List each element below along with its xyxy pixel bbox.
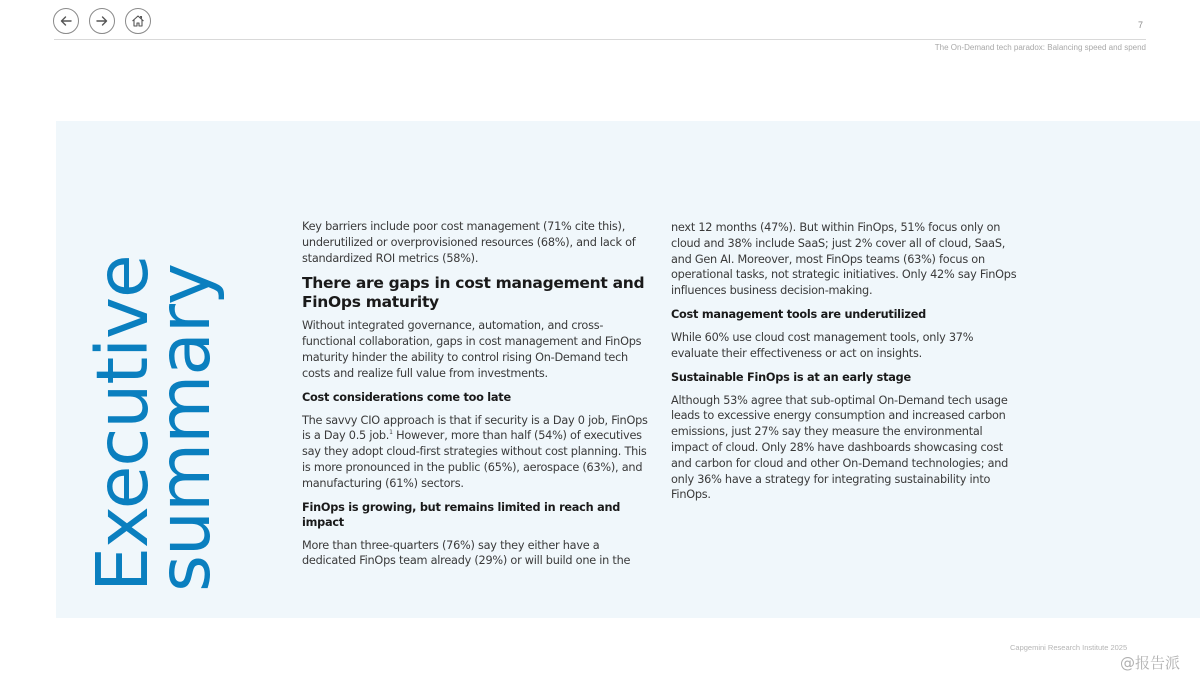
header-divider <box>54 39 1146 40</box>
footer-credit: Capgemini Research Institute 2025 <box>1010 643 1128 652</box>
page-number: 7 <box>1138 20 1144 30</box>
watermark: @报告派 <box>1120 654 1181 672</box>
back-button[interactable] <box>53 8 79 34</box>
nav-buttons <box>53 8 151 34</box>
arrow-right-icon <box>95 14 109 28</box>
section-title-line1: Executive <box>81 255 164 592</box>
forward-button[interactable] <box>89 8 115 34</box>
cost-considerations-paragraph: The savvy CIO approach is that if security is a Day 0 job, FinOps is a Day 0.5 job.$^1$ However, more than half (54%) of executives say they adopt cloud-first strategies without cost planning. This is more pronounced in the public (65%), aerospace (63%), and manufacturing (61%) sectors. <box>302 413 648 490</box>
intro-paragraph: Key barriers include poor cost management (71% cite this), underutilized or overprovisioned resources (68%), and lack of standardized ROI metrics (58%). <box>302 220 636 265</box>
finops-growing-paragraph: More than three-quarters (76%) say they either have a dedicated FinOps team already (29%) or will build one in the <box>302 538 631 568</box>
section-title <box>81 255 232 592</box>
home-button[interactable] <box>125 8 151 34</box>
section-heading: There are gaps in cost management and FinOps maturity <box>302 274 645 311</box>
tools-paragraph: While 60% use cloud cost management tools, only 37% evaluate their effectiveness or act on insights. <box>671 330 974 360</box>
footnote-ref[interactable]: 1 <box>389 429 393 437</box>
subheading-tools-underutilized: Cost management tools are underutilized <box>671 307 927 321</box>
heading-paragraph: Without integrated governance, automation, and cross-functional collaboration, gaps in cost management and FinOps maturity hinder the ability to control rising On-Demand tech costs and realize full value from investments. <box>302 319 642 380</box>
right-column <box>671 220 1021 503</box>
continued-paragraph: next 12 months (47%). But within FinOps, 51% focus only on cloud and 38% include SaaS; just 2% cover all of cloud, SaaS, and Gen AI. Moreover, most FinOps teams (63%) focus on operational tasks, not strategic initiatives. Only 42% say FinOps influences business decision-making. <box>671 221 1017 298</box>
left-column <box>302 219 652 569</box>
home-icon <box>131 14 145 28</box>
subheading-cost-considerations: Cost considerations come too late <box>302 390 511 404</box>
arrow-left-icon <box>59 14 73 28</box>
subheading-sustainable-finops: Sustainable FinOps is at an early stage <box>671 370 911 384</box>
subheading-finops-growing: FinOps is growing, but remains limited in reach and impact <box>302 500 621 529</box>
sustainable-paragraph: Although 53% agree that sub-optimal On-Demand tech usage leads to excessive energy consumption and increased carbon emissions, just 27% say they measure the environmental impact of cloud. Only 28% have dashboards showcasing cost and carbon for cloud and other On-Demand technologies; and only 36% have a strategy for integrating sustainability into FinOps. <box>671 393 1009 502</box>
section-title-line2: summary <box>143 263 226 592</box>
running-title: The On-Demand tech paradox: Balancing speed and spend <box>934 43 1146 52</box>
